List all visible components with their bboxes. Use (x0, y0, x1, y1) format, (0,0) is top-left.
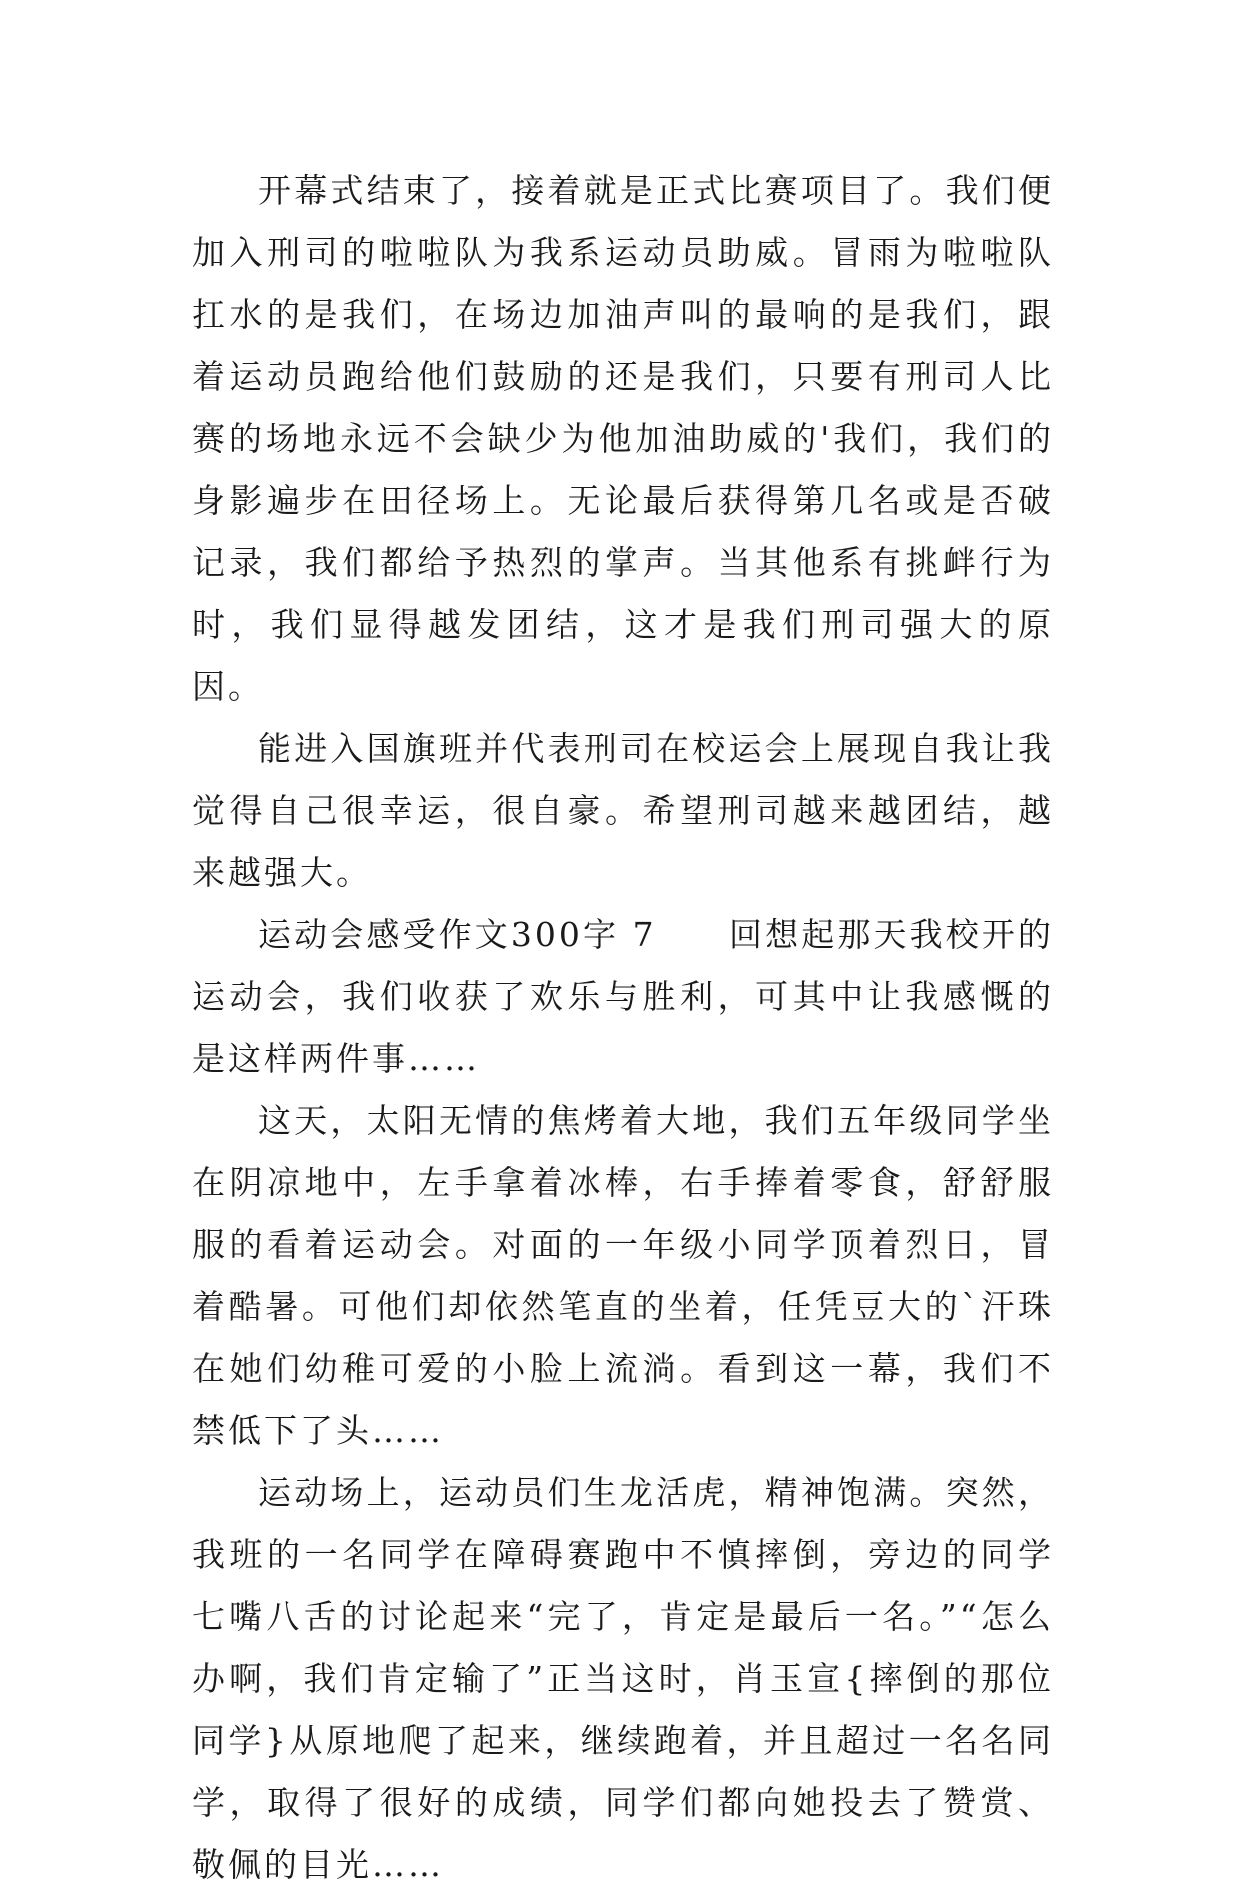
paragraph-3: 运动会感受作文300字 7 回想起那天我校开的运动会，我们收获了欢乐与胜利，可其中让我感慨的是这样两件事…… (192, 915, 1054, 1078)
document-body (192, 160, 1054, 1896)
paragraph-4: 这天，太阳无情的焦烤着大地，我们五年级同学坐在阴凉地中，左手拿着冰棒，右手捧着零食，舒舒服服的看着运动会。对面的一年级小同学顶着烈日，冒着酷暑。可他们却依然笔直的坐着，任凭豆大的`汗珠在她们幼稚可爱的小脸上流淌。看到这一幕，我们不禁低下了头…… (192, 1101, 1054, 1450)
paragraph-2: 能进入国旗班并代表刑司在校运会上展现自我让我觉得自己很幸运，很自豪。希望刑司越来越团结，越来越强大。 (192, 729, 1054, 892)
paragraph-1: 开幕式结束了，接着就是正式比赛项目了。我们便加入刑司的啦啦队为我系运动员助威。冒雨为啦啦队扛水的是我们，在场边加油声叫的最响的是我们，跟着运动员跑给他们鼓励的还是我们，只要有刑司人比赛的场地永远不会缺少为他加油助威的'我们，我们的身影遍步在田径场上。无论最后获得第几名或是否破记录，我们都给予热烈的掌声。当其他系有挑衅行为时，我们显得越发团结，这才是我们刑司强大的原因。 (192, 171, 1054, 706)
paragraph-5: 运动场上，运动员们生龙活虎，精神饱满。突然，我班的一名同学在障碍赛跑中不慎摔倒，旁边的同学七嘴八舌的讨论起来“完了，肯定是最后一名。”“怎么办啊，我们肯定输了”正当这时，肖玉宣{摔倒的那位同学}从原地爬了起来，继续跑着，并且超过一名名同学，取得了很好的成绩，同学们都向她投去了赞赏、敬佩的目光…… (192, 1473, 1054, 1884)
